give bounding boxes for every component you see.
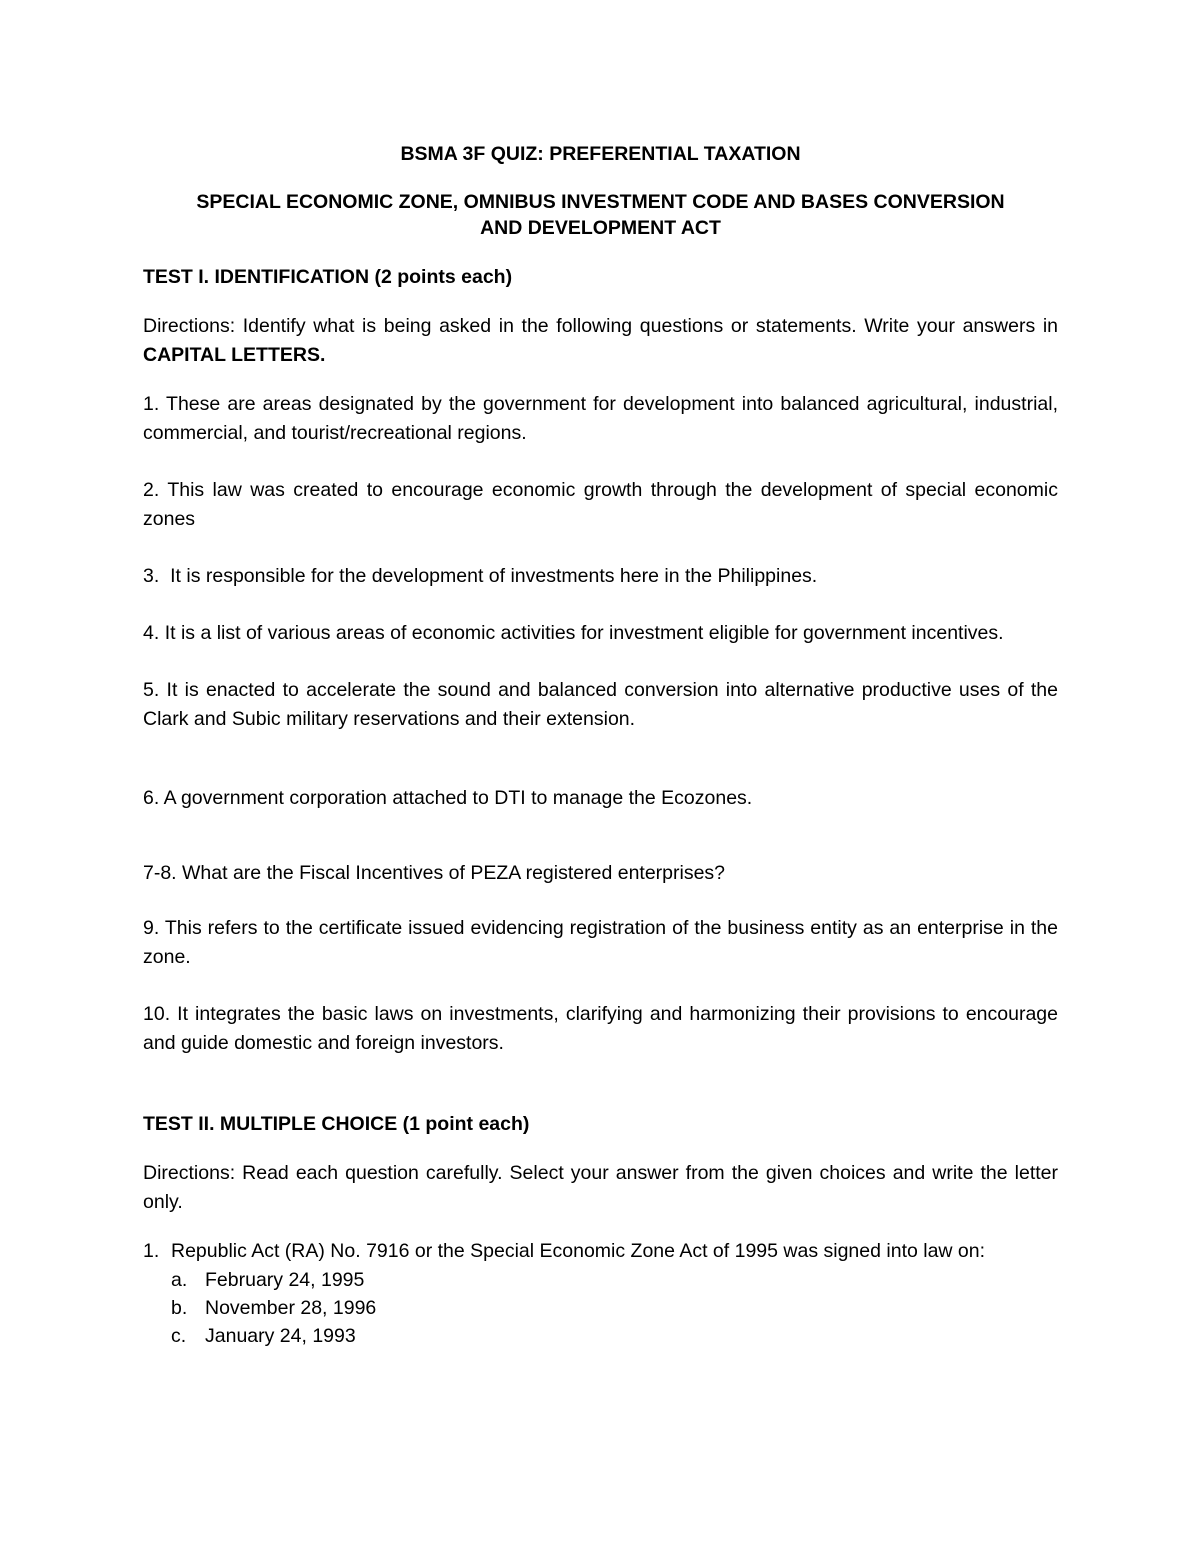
choice-c (171, 1322, 1058, 1350)
test1-question-4 (143, 619, 1058, 648)
document-subtitle-line2: AND DEVELOPMENT ACT (480, 217, 721, 239)
question-number: 1. (143, 1240, 160, 1262)
test1-question-1 (143, 390, 1058, 448)
test1-question-9 (143, 914, 1058, 972)
question-text: What are the Fiscal Incentives of PEZA registered enterprises? (182, 862, 726, 884)
question-text: It is a list of various areas of economic activities for investment eligible for government incentives. (164, 622, 1004, 644)
test1-question-3 (143, 562, 1058, 591)
question-text: Republic Act (RA) No. 7916 or the Special Economic Zone Act of 1995 was signed into law on: (171, 1240, 986, 1262)
question-number: 10. (143, 1003, 171, 1025)
question-text: This law was created to encourage economic growth through the development of special economic zones (143, 479, 1058, 530)
question-text: These are areas designated by the government for development into balanced agricultural, industrial, commercial, and tourist/recreational regions. (143, 393, 1058, 444)
test2-question-list (143, 1237, 1058, 1350)
test2-heading: TEST II. MULTIPLE CHOICE (1 point each) (143, 1113, 530, 1135)
question-text: This refers to the certificate issued evidencing registration of the business entity as an enterprise in the zone. (143, 917, 1058, 968)
test1-directions-emphasis: CAPITAL LETTERS (143, 344, 320, 366)
choice-a (171, 1266, 1058, 1294)
test1-heading: TEST I. IDENTIFICATION (2 points each) (143, 266, 513, 288)
choice-text: November 28, 1996 (205, 1297, 377, 1319)
test1-directions-period: . (319, 344, 326, 366)
question-number: 2. (143, 479, 160, 501)
question-text: It is enacted to accelerate the sound and balanced conversion into alternative productive uses of the Clark and Subic military reservations and their extension. (143, 679, 1058, 730)
test1-directions-text: Directions: Identify what is being asked in the following questions or statements. Write your answers in (143, 315, 1058, 337)
choice-letter: c. (171, 1325, 187, 1347)
choice-letter: a. (171, 1269, 188, 1291)
test1-question-7-8 (143, 859, 1058, 888)
question-text: It is responsible for the development of investments here in the Philippines. (170, 565, 818, 587)
test1-question-10 (143, 1000, 1058, 1058)
document-subtitle-line1: SPECIAL ECONOMIC ZONE, OMNIBUS INVESTMENT CODE AND BASES CONVERSION (196, 191, 1005, 213)
test1-question-6 (143, 784, 1058, 813)
question-number: 7-8. (143, 862, 177, 884)
test1-directions (143, 312, 1058, 370)
question-number: 1. (143, 393, 160, 415)
question-number: 5. (143, 679, 160, 701)
question-text: A government corporation attached to DTI to manage the Ecozones. (163, 787, 753, 809)
choice-list (171, 1266, 1058, 1350)
question-number: 9. (143, 917, 160, 939)
test2-question-1 (143, 1237, 1058, 1350)
question-text: It integrates the basic laws on investments, clarifying and harmonizing their provisions to encourage and guide domestic and foreign investors. (143, 1003, 1058, 1054)
document-subtitle (143, 189, 1058, 241)
choice-letter: b. (171, 1297, 188, 1319)
test2-directions: Directions: Read each question carefully. Select your answer from the given choices and write the letter only. (143, 1162, 1058, 1213)
document-page (143, 140, 1058, 1350)
question-number: 4. (143, 622, 160, 644)
test1-question-2 (143, 476, 1058, 534)
choice-text: January 24, 1993 (205, 1325, 356, 1347)
document-title: BSMA 3F QUIZ: PREFERENTIAL TAXATION (400, 143, 801, 165)
choice-text: February 24, 1995 (205, 1269, 365, 1291)
test1-question-5 (143, 676, 1058, 734)
question-number: 6. (143, 787, 160, 809)
choice-b (171, 1294, 1058, 1322)
question-number: 3. (143, 565, 160, 587)
